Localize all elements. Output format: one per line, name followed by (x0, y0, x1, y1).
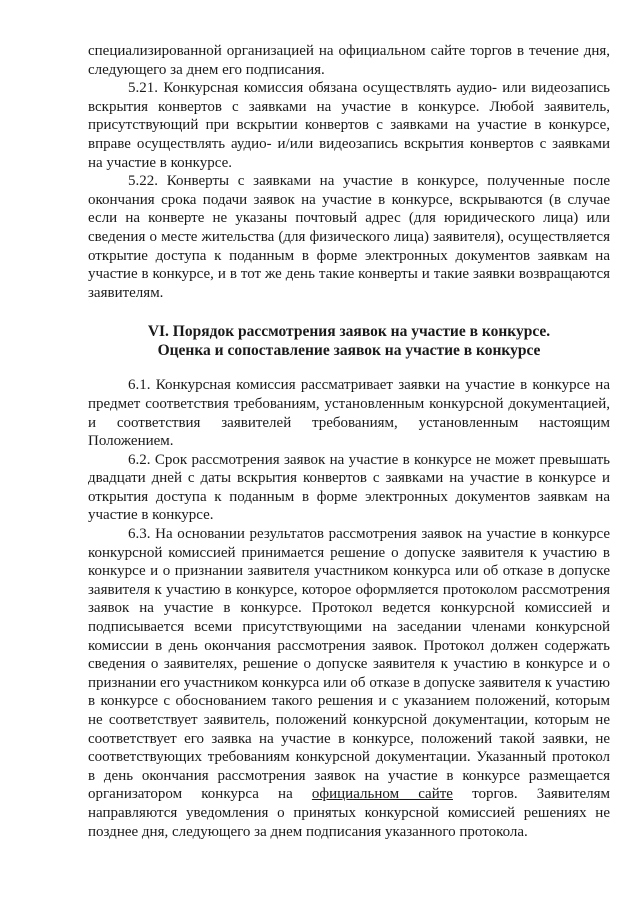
paragraph-6-3-text-start: 6.3. На основании результатов рассмотрения заявок на участие в конкурсе конкурсной комиссией принимается решение о допуске заявителя к участию в конкурсе и о признании заявителя участником конкурса или об отказе в допуске заявителя к участию в конкурсе, которое оформляется протоколом рассмотрения заявок на участие в конкурсе. Протокол ведется конкурсной комиссией и подписывается всеми присутствующими на заседании членами конкурсной комиссии в день окончания рассмотрения заявок. Протокол должен содержать сведения о заявителях, решение о допуске заявителя к участию в конкурсе и о признании его участником конкурса или об отказе в допуске заявителя к участию в конкурсе с обоснованием такого решения и с указанием положений, которым не соответствует заявитель, положений конкурсной документации, которым не соответствует его заявка на участие в конкурсе, положений такой заявки, не соответствующих требованиям конкурсной документации. Указанный протокол в день окончания рассмотрения заявок на участие в конкурсе размещается организатором конкурса на (88, 526, 610, 803)
paragraph-6-3 (88, 525, 610, 841)
paragraph-6-2: 6.2. Срок рассмотрения заявок на участие в конкурсе не может превышать двадцати дней с даты вскрытия конвертов с заявками на участие в конкурсе и открытия доступа к поданным в форме электронных документов заявкам на участие в конкурсе. (88, 451, 610, 524)
section-heading-line-1: VI. Порядок рассмотрения заявок на участие в конкурсе. (147, 323, 551, 341)
paragraph-6-3-text-end: торгов. Заявителям направляются уведомления о принятых конкурсной комиссией решениях не позднее дня, следующего за днем подписания указанного протокола. (88, 786, 611, 840)
section-heading (88, 322, 610, 360)
document-page (88, 42, 610, 841)
paragraph-5-22: 5.22. Конверты с заявками на участие в конкурсе, полученные после окончания срока подачи заявок на участие в конкурсе, вскрываются (в случае если на конверте не указаны почтовый адрес (для юридического лица) или сведения о месте жительства (для физического лица) заявителя), осуществляется открытие доступа к поданным в форме электронных документов заявкам на участие в конкурсе, и в тот же день такие конверты и такие заявки возвращаются заявителям. (88, 173, 610, 301)
official-site-link[interactable]: официальном сайте (311, 786, 453, 803)
paragraph-5-21: 5.21. Конкурсная комиссия обязана осуществлять аудио- или видеозапись вскрытия конвертов с заявками на участие в конкурсе. Любой заявитель, присутствующий при вскрытии конвертов с заявками на участие в конкурсе, вправе осуществлять аудио- и/или видеозапись вскрытия конвертов с заявками на участие в конкурсе. (88, 80, 610, 171)
paragraph-6-1: 6.1. Конкурсная комиссия рассматривает заявки на участие в конкурсе на предмет соответствия требованиям, установленным конкурсной документацией, и соответствия заявителей требованиям, установленным настоящим Положением. (88, 377, 610, 450)
paragraph-5-20-continuation: специализированной организацией на официальном сайте торгов в течение дня, следующего за днем его подписания. (88, 43, 610, 78)
section-heading-line-2: Оценка и сопоставление заявок на участие в конкурсе (157, 342, 541, 360)
